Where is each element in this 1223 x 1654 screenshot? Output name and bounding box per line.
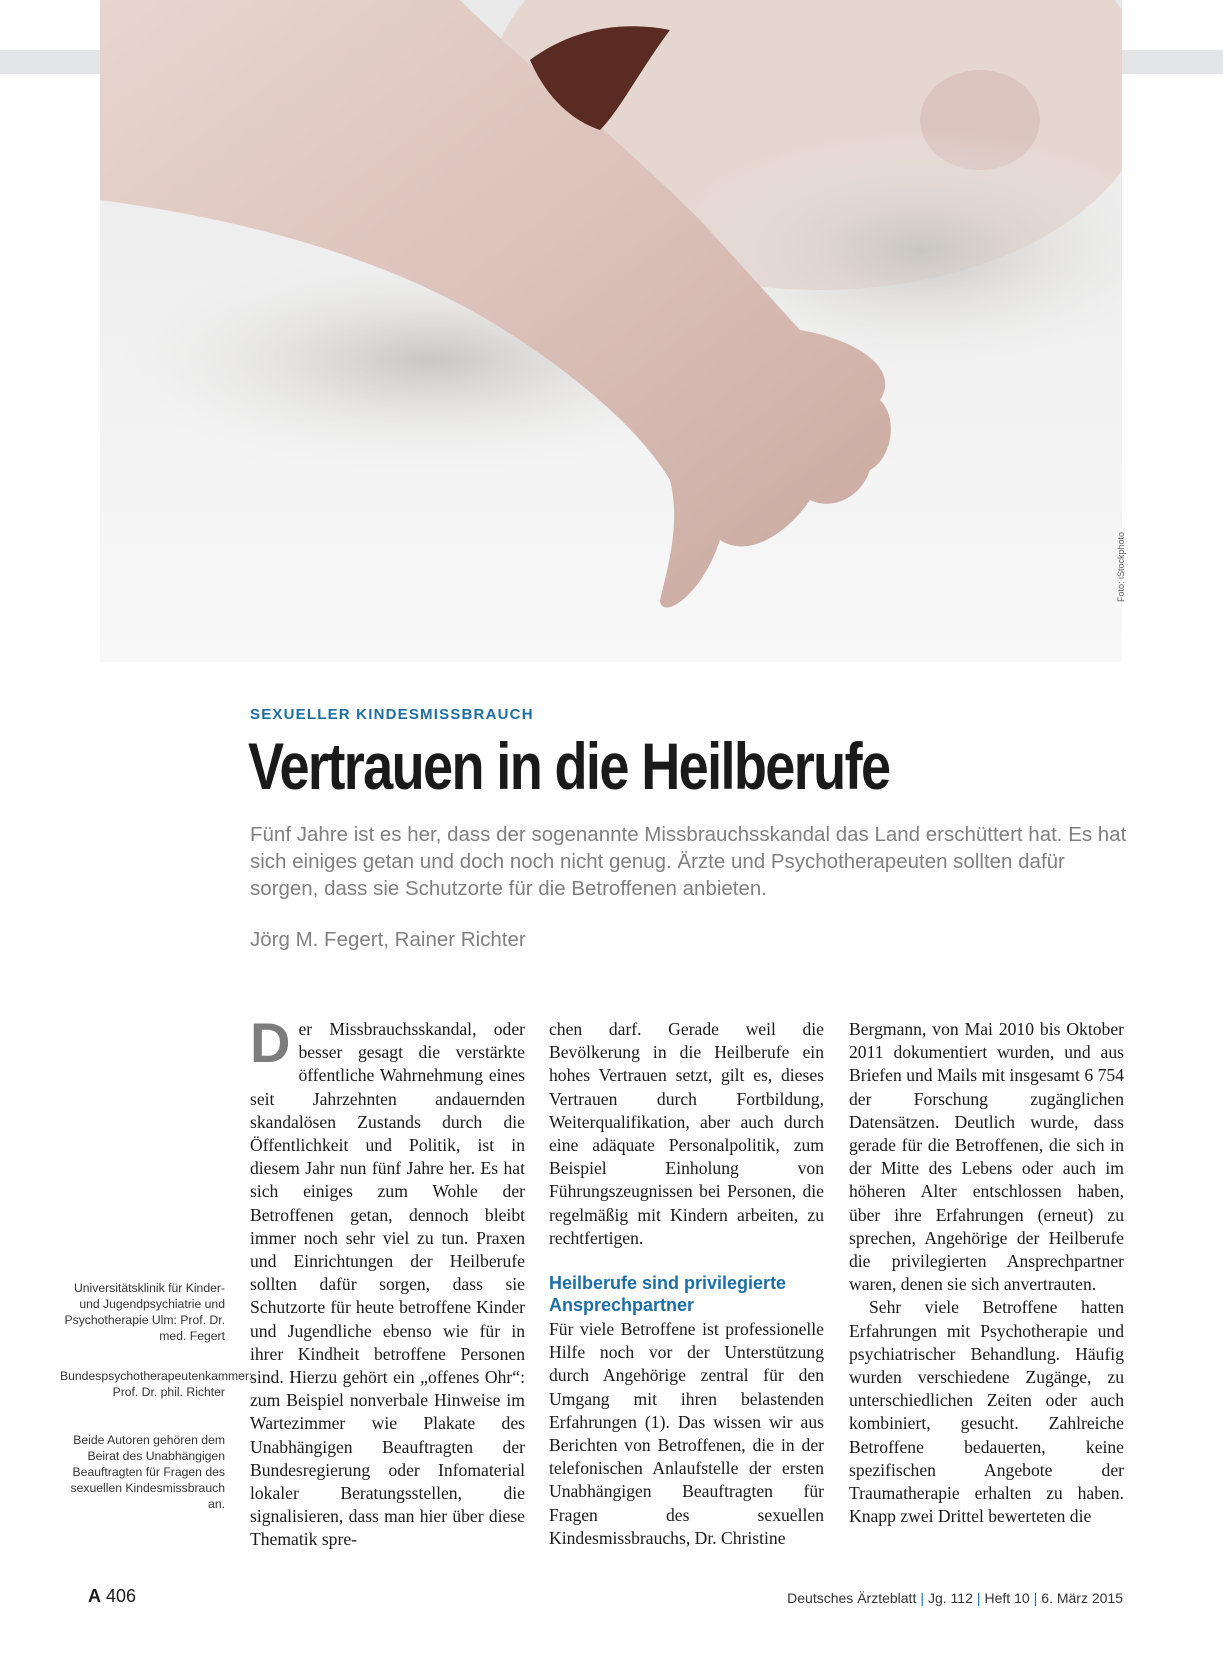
doll-arm-illustration bbox=[100, 0, 1122, 662]
text-column-3 bbox=[849, 1018, 1124, 1528]
article-lead: Fünf Jahre ist es her, dass der sogenannte Missbrauchsskandal das Land erschüttert hat. Es hat sich einiges getan und doch noch nicht genug. Ärzte und Psychotherapeuten sollten dafür sorgen, dass sie Schutzorte für die Betroffenen anbieten. bbox=[250, 823, 1127, 900]
paragraph: Für viele Betroffene ist professionelle Hilfe noch vor der Unterstützung durch Angehörige zentral für den Umgang mit ihren belastenden Erfahrungen (1). Das wissen wir aus Berichten von Betroffenen, die in der telefonischen Anlaufstelle der ersten Unabhängigen Beauftragten für Fragen des sexuellen Kindesmissbrauchs, Dr. Christine bbox=[549, 1319, 824, 1548]
journal-footer bbox=[787, 1590, 1123, 1606]
article-title: Vertrauen in die Heilberufe bbox=[248, 729, 890, 803]
text-column-2 bbox=[549, 1018, 824, 1550]
issue: Heft 10 bbox=[984, 1590, 1030, 1606]
photo-credit: Foto: iStockphoto bbox=[1116, 531, 1126, 602]
page-number bbox=[88, 1586, 136, 1607]
section-subhead: Heilberufe sind privilegierte Ansprechpartner bbox=[549, 1273, 787, 1316]
article-kicker: SEXUELLER KINDESMISSBRAUCH bbox=[250, 706, 534, 723]
separator: | bbox=[1033, 1590, 1038, 1606]
issue-date: 6. März 2015 bbox=[1041, 1590, 1123, 1606]
paragraph: Sehr viele Betroffene hatten Erfahrungen mit Psychotherapie und psychiatrischer Behandlung. Häufig wurden verschiedene Zugänge, zu unterschiedlichen Zeiten oder auch kombiniert, gesucht. Zahlreiche Betroffene bedauerten, keine spezifischen Angebote der Traumatherapie erhalten zu haben. Knapp zwei Drittel bewerteten die bbox=[849, 1297, 1124, 1527]
drop-cap: D bbox=[250, 1011, 291, 1074]
separator: | bbox=[920, 1590, 924, 1606]
paragraph-text: er Missbrauchsskandal, oder besser gesagt die verstärkte öffentliche Wahrnehmung eines seit Jahrzehnten andauernden skandalösen Zustands durch die Öffentlichkeit und Politik, ist in diesem Jahr nun fünf Jahre her. Es hat sich einiges zum Wohle der Betroffenen getan, dennoch bleibt immer noch sehr viel zu tun. Praxen und Einrichtungen der Heilberufe sollten dafür sorgen, dass sie Schutzorte für heute betroffene Kinder und Jugendliche ebenso wie für in ihrer Kindheit betroffene Personen sind. Hierzu gehört ein „offenes Ohr“: zum Beispiel nonverbale Hinweise im Wartezimmer wie Plakate des Unabhängigen Beauftragten der Bundesregierung oder Infomaterial lokaler Beratungsstellen, die signalisieren, dass man hier über diese Thematik spre- bbox=[250, 1019, 525, 1550]
author-affiliation-fegert: Universitätsklinik für Kinder- und Jugendpsychiatrie und Psychotherapie Ulm: Prof. Dr. med. Fegert bbox=[64, 1281, 225, 1343]
journal-name: Deutsches Ärzteblatt bbox=[787, 1590, 917, 1606]
paragraph: chen darf. Gerade weil die Bevölkerung in die Heilberufe ein hohes Vertrauen setzt, gilt es, dieses Vertrauen durch Fortbildung, Weiterqualifikation, aber auch durch eine adäquate Personalpolitik, zum Beispiel Einholung von Führungszeugnissen bei Personen, die regelmäßig mit Kindern arbeiten, zu rechtfertigen. bbox=[549, 1019, 824, 1248]
separator: | bbox=[976, 1590, 981, 1606]
author-affiliation-richter: Bundespsychotherapeutenkammer: Prof. Dr. phil. Richter bbox=[60, 1369, 253, 1399]
article-photo bbox=[100, 0, 1122, 662]
paragraph: Bergmann, von Mai 2010 bis Oktober 2011 dokumentiert wurden, und aus Briefen und Mails mit insgesamt 6 754 der Forschung zugänglichen Datensätzen. Deutlich wurde, dass gerade für die Betroffenen, die sich in der Mitte des Lebens oder auch im höheren Alter entschlossen haben, über ihre Erfahrungen (erneut) zu sprechen, Angehörige der Heilberufe die privilegierten Ansprechpartner waren, denen sie sich anvertrauten. bbox=[849, 1019, 1124, 1295]
page-number-value: 406 bbox=[106, 1586, 137, 1606]
paragraph bbox=[250, 1011, 525, 1552]
volume: Jg. 112 bbox=[927, 1590, 973, 1606]
article-authors: Jörg M. Fegert, Rainer Richter bbox=[250, 928, 526, 951]
author-disclosure: Beide Autoren gehören dem Beirat des Unabhängigen Beauftragten für Fragen des sexuellen Kindesmissbrauch an. bbox=[70, 1433, 225, 1511]
text-column-1 bbox=[250, 1011, 525, 1552]
section-letter: A bbox=[88, 1586, 101, 1606]
